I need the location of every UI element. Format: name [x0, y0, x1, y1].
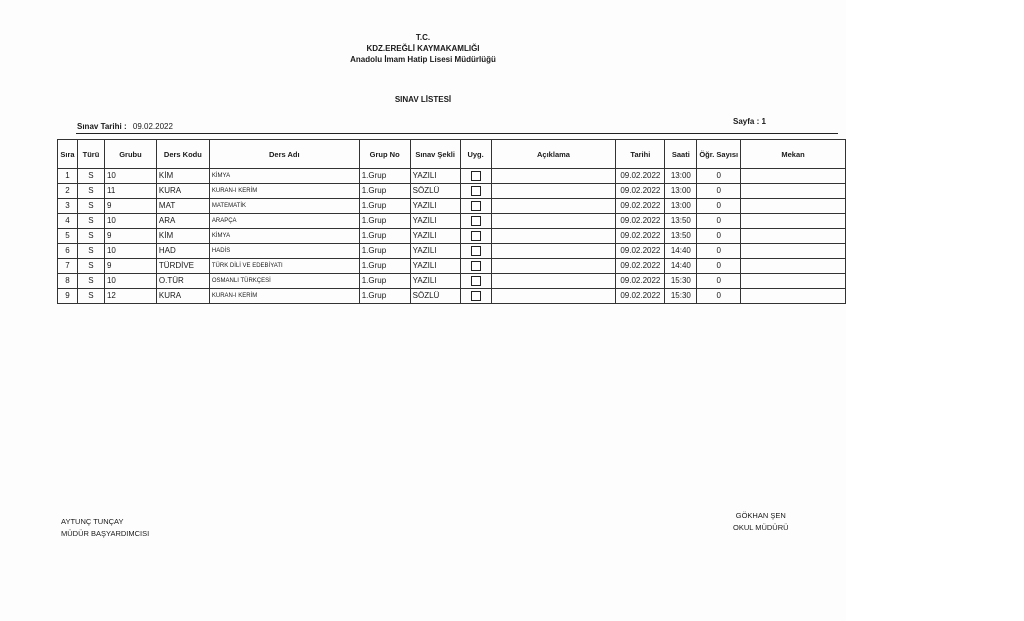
cell-sira: 5 — [58, 229, 78, 244]
cell-ogr: 0 — [697, 199, 741, 214]
cell-mekan — [741, 289, 846, 304]
cell-mekan — [741, 244, 846, 259]
cell-ad: MATEMATİK — [209, 199, 359, 214]
table-row — [58, 274, 846, 289]
column-header: Açıklama — [491, 140, 616, 169]
cell-grup-no: 1.Grup — [359, 274, 410, 289]
checkbox-icon[interactable] — [471, 216, 481, 226]
cell-mekan — [741, 274, 846, 289]
cell-ogr: 0 — [697, 244, 741, 259]
column-header: Tarihi — [616, 140, 665, 169]
checkbox-icon[interactable] — [471, 171, 481, 181]
cell-turu: S — [77, 274, 104, 289]
cell-aciklama — [491, 244, 616, 259]
signature-right — [733, 510, 789, 534]
cell-kod: KURA — [156, 289, 209, 304]
checkbox-icon[interactable] — [471, 201, 481, 211]
exam-date-value: 09.02.2022 — [132, 122, 173, 131]
cell-saat: 15:30 — [665, 289, 697, 304]
cell-sekil: SÖZLÜ — [410, 184, 460, 199]
column-header: Öğr. Sayısı — [697, 140, 741, 169]
cell-grubu: 10 — [104, 244, 156, 259]
cell-saat: 13:50 — [665, 214, 697, 229]
cell-aciklama — [491, 274, 616, 289]
table-row — [58, 169, 846, 184]
cell-ad: ARAPÇA — [209, 214, 359, 229]
cell-sekil: YAZILI — [410, 244, 460, 259]
cell-sekil: SÖZLÜ — [410, 289, 460, 304]
cell-aciklama — [491, 169, 616, 184]
cell-grup-no: 1.Grup — [359, 184, 410, 199]
cell-sekil: YAZILI — [410, 169, 460, 184]
column-header: Ders Adı — [209, 140, 359, 169]
table-row — [58, 184, 846, 199]
cell-grubu: 12 — [104, 289, 156, 304]
cell-saat: 13:00 — [665, 199, 697, 214]
cell-turu: S — [77, 229, 104, 244]
cell-ad: TÜRK DİLİ VE EDEBİYATI — [209, 259, 359, 274]
cell-aciklama — [491, 259, 616, 274]
cell-saat: 13:50 — [665, 229, 697, 244]
cell-sira: 3 — [58, 199, 78, 214]
cell-grup-no: 1.Grup — [359, 169, 410, 184]
table-row — [58, 289, 846, 304]
cell-tarih: 09.02.2022 — [616, 229, 665, 244]
header-school: Anadolu İmam Hatip Lisesi Müdürlüğü — [350, 55, 496, 64]
cell-sira: 7 — [58, 259, 78, 274]
exam-date — [77, 122, 173, 131]
header-authority: KDZ.EREĞLİ KAYMAKAMLIĞI — [366, 44, 480, 53]
signature-right-title: OKUL MÜDÜRÜ — [733, 523, 789, 532]
cell-sekil: YAZILI — [410, 214, 460, 229]
column-header: Türü — [77, 140, 104, 169]
table-row — [58, 199, 846, 214]
cell-saat: 13:00 — [665, 169, 697, 184]
cell-saat: 14:40 — [665, 259, 697, 274]
cell-grubu: 11 — [104, 184, 156, 199]
cell-sekil: YAZILI — [410, 229, 460, 244]
cell-ogr: 0 — [697, 229, 741, 244]
cell-ogr: 0 — [697, 274, 741, 289]
cell-aciklama — [491, 199, 616, 214]
uyg-cell — [460, 199, 491, 214]
cell-kod: ARA — [156, 214, 209, 229]
cell-turu: S — [77, 199, 104, 214]
column-header: Saati — [665, 140, 697, 169]
cell-grubu: 10 — [104, 214, 156, 229]
page-number: Sayfa : 1 — [733, 117, 766, 126]
divider — [76, 133, 838, 134]
cell-mekan — [741, 184, 846, 199]
column-header: Grup No — [359, 140, 410, 169]
uyg-cell — [460, 184, 491, 199]
signature-right-name: GÖKHAN ŞEN — [735, 511, 786, 520]
cell-saat: 13:00 — [665, 184, 697, 199]
cell-ogr: 0 — [697, 214, 741, 229]
signature-left — [61, 516, 149, 540]
page-title: SINAV LİSTESİ — [394, 95, 452, 104]
cell-sekil: YAZILI — [410, 199, 460, 214]
uyg-cell — [460, 259, 491, 274]
cell-tarih: 09.02.2022 — [616, 244, 665, 259]
cell-tarih: 09.02.2022 — [616, 274, 665, 289]
column-header: Mekan — [741, 140, 846, 169]
cell-mekan — [741, 169, 846, 184]
cell-ad: KURAN-I KERİM — [209, 289, 359, 304]
cell-grubu: 9 — [104, 199, 156, 214]
cell-saat: 14:40 — [665, 244, 697, 259]
cell-sira: 9 — [58, 289, 78, 304]
cell-sira: 8 — [58, 274, 78, 289]
cell-tarih: 09.02.2022 — [616, 169, 665, 184]
cell-turu: S — [77, 214, 104, 229]
signature-left-title: MÜDÜR BAŞYARDIMCISI — [61, 529, 150, 538]
cell-ogr: 0 — [697, 169, 741, 184]
cell-ogr: 0 — [697, 289, 741, 304]
cell-tarih: 09.02.2022 — [616, 199, 665, 214]
table-row — [58, 259, 846, 274]
cell-kod: O.TÜR — [156, 274, 209, 289]
cell-turu: S — [77, 184, 104, 199]
uyg-cell — [460, 244, 491, 259]
cell-sira: 2 — [58, 184, 78, 199]
cell-mekan — [741, 259, 846, 274]
uyg-cell — [460, 274, 491, 289]
cell-grubu: 10 — [104, 169, 156, 184]
cell-grubu: 10 — [104, 274, 156, 289]
uyg-cell — [460, 169, 491, 184]
uyg-cell — [460, 289, 491, 304]
column-header: Sıra — [58, 140, 78, 169]
cell-grup-no: 1.Grup — [359, 229, 410, 244]
cell-kod: MAT — [156, 199, 209, 214]
cell-grup-no: 1.Grup — [359, 199, 410, 214]
cell-aciklama — [491, 289, 616, 304]
table-row — [58, 214, 846, 229]
cell-kod: HAD — [156, 244, 209, 259]
cell-aciklama — [491, 214, 616, 229]
table-row — [58, 244, 846, 259]
cell-ogr: 0 — [697, 184, 741, 199]
cell-ad: KİMYA — [209, 229, 359, 244]
cell-mekan — [741, 229, 846, 244]
page-margin — [846, 0, 1024, 621]
cell-tarih: 09.02.2022 — [616, 289, 665, 304]
cell-tarih: 09.02.2022 — [616, 214, 665, 229]
cell-grubu: 9 — [104, 229, 156, 244]
checkbox-icon[interactable] — [471, 261, 481, 271]
cell-saat: 15:30 — [665, 274, 697, 289]
cell-tarih: 09.02.2022 — [616, 184, 665, 199]
uyg-cell — [460, 214, 491, 229]
exam-date-label: Sınav Tarihi : — [77, 122, 127, 131]
cell-turu: S — [77, 289, 104, 304]
cell-tarih: 09.02.2022 — [616, 259, 665, 274]
cell-sira: 1 — [58, 169, 78, 184]
checkbox-icon[interactable] — [471, 246, 481, 256]
cell-turu: S — [77, 259, 104, 274]
cell-kod: KİM — [156, 169, 209, 184]
table-header-row — [58, 140, 846, 169]
header-country: T.C. — [415, 33, 431, 42]
cell-grup-no: 1.Grup — [359, 289, 410, 304]
cell-sekil: YAZILI — [410, 259, 460, 274]
cell-mekan — [741, 214, 846, 229]
cell-grubu: 9 — [104, 259, 156, 274]
checkbox-icon[interactable] — [471, 231, 481, 241]
cell-turu: S — [77, 169, 104, 184]
checkbox-icon[interactable] — [471, 186, 481, 196]
cell-ad: KURAN-I KERİM — [209, 184, 359, 199]
cell-kod: KURA — [156, 184, 209, 199]
cell-sira: 4 — [58, 214, 78, 229]
cell-aciklama — [491, 229, 616, 244]
cell-ad: HADİS — [209, 244, 359, 259]
column-header: Ders Kodu — [156, 140, 209, 169]
checkbox-icon[interactable] — [471, 276, 481, 286]
cell-turu: S — [77, 244, 104, 259]
cell-kod: TÜRDİVE — [156, 259, 209, 274]
checkbox-icon[interactable] — [471, 291, 481, 301]
cell-kod: KİM — [156, 229, 209, 244]
cell-grup-no: 1.Grup — [359, 244, 410, 259]
cell-grup-no: 1.Grup — [359, 259, 410, 274]
cell-ad: KİMYA — [209, 169, 359, 184]
table-row — [58, 229, 846, 244]
cell-aciklama — [491, 184, 616, 199]
cell-sira: 6 — [58, 244, 78, 259]
cell-sekil: YAZILI — [410, 274, 460, 289]
column-header: Grubu — [104, 140, 156, 169]
signature-left-name: AYTUNÇ TUNÇAY — [61, 517, 124, 526]
uyg-cell — [460, 229, 491, 244]
column-header: Uyg. — [460, 140, 491, 169]
table-body — [58, 169, 846, 304]
cell-ogr: 0 — [697, 259, 741, 274]
document-header — [0, 32, 846, 65]
cell-grup-no: 1.Grup — [359, 214, 410, 229]
column-header: Sınav Şekli — [410, 140, 460, 169]
exam-table — [57, 139, 846, 304]
cell-mekan — [741, 199, 846, 214]
cell-ad: OSMANLI TÜRKÇESİ — [209, 274, 359, 289]
